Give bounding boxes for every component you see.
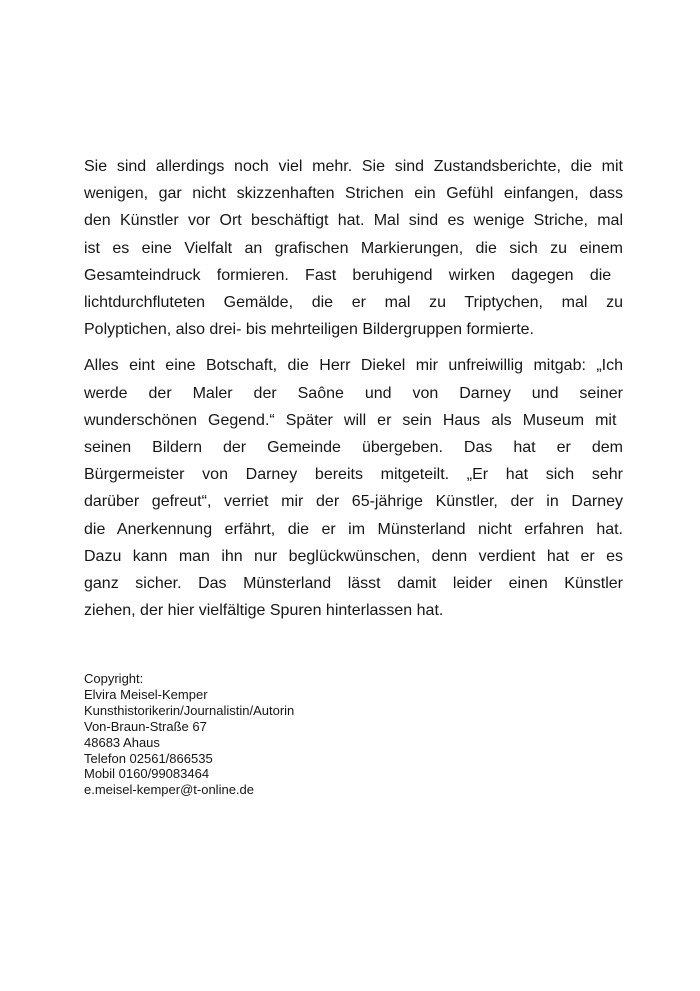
text-line-content: Gesamteindruck formieren. Fast beruhigend wirken dagegen die <box>84 266 612 284</box>
text-line <box>84 434 623 461</box>
text-line-content: die Anerkennung erfährt, die er im Münsterland nicht erfahren hat. <box>84 520 623 538</box>
text-line <box>84 380 623 407</box>
street-address: Von-Braun-Straße 67 <box>84 718 207 734</box>
text-line <box>84 461 623 488</box>
text-line-content: ziehen, der hier vielfältige Spuren hinterlassen hat. <box>84 602 444 620</box>
text-line-content: Dazu kann man ihn nur beglückwünschen, denn verdient hat er es <box>84 547 623 565</box>
author-title: Kunsthistorikerin/Journalistin/Autorin <box>84 702 295 718</box>
copyright-block <box>84 671 294 798</box>
text-line <box>84 570 623 597</box>
copyright-label: Copyright: <box>84 671 144 686</box>
text-line <box>84 289 623 316</box>
text-line-content: Sie sind allerdings noch viel mehr. Sie sind Zustandsberichte, die mit <box>84 158 623 175</box>
text-line-content: wenigen, gar nicht skizzenhaften Strichen ein Gefühl einfangen, dass <box>84 185 623 203</box>
paragraph-2 <box>84 352 623 624</box>
text-line-content: Alles eint eine Botschaft, die Herr Diekel mir unfreiwillig mitgab: „Ich <box>84 357 623 375</box>
text-line-content: wunderschönen Gegend.“ Später will er sein Haus als Museum mit <box>84 411 617 429</box>
article-body <box>84 153 623 624</box>
paragraph-1 <box>84 153 623 343</box>
text-line <box>84 516 623 543</box>
author-name: Elvira Meisel-Kemper <box>84 686 208 702</box>
text-line <box>84 207 623 234</box>
text-line-content: darüber gefreut“, verriet mir der 65-jährige Künstler, der in Darney <box>84 493 623 511</box>
text-line-content: ist es eine Vielfalt an grafischen Markierungen, die sich zu einem <box>84 239 623 257</box>
text-line <box>84 597 623 624</box>
text-line-content: seinen Bildern der Gemeinde übergeben. Das hat er dem <box>84 439 623 457</box>
text-line-content: lichtdurchfluteten Gemälde, die er mal zu Triptychen, mal zu <box>84 294 623 312</box>
email-address: e.meisel-kemper@t-online.de <box>84 782 254 798</box>
text-line-content: Bürgermeister von Darney bereits mitgeteilt. „Er hat sich sehr <box>84 466 623 484</box>
text-line <box>84 316 623 343</box>
text-line-content: den Künstler vor Ort beschäftigt hat. Mal sind es wenige Striche, mal <box>84 212 623 230</box>
telephone-number: Telefon 02561/866535 <box>84 750 213 766</box>
text-line <box>84 543 623 570</box>
text-line-content: ganz sicher. Das Münsterland lässt damit leider einen Künstler <box>84 575 623 593</box>
text-line <box>84 180 623 207</box>
city-address: 48683 Ahaus <box>84 734 160 750</box>
text-line <box>84 262 623 289</box>
text-line <box>84 407 623 434</box>
text-line <box>84 488 623 515</box>
text-line <box>84 352 623 379</box>
mobile-number: Mobil 0160/99083464 <box>84 766 210 782</box>
text-line <box>84 153 623 180</box>
text-line <box>84 235 623 262</box>
text-line-content: Polyptichen, also drei- bis mehrteiligen Bildergruppen formierte. <box>84 321 534 339</box>
text-line-content: werde der Maler der Saône und von Darney und seiner <box>84 384 623 402</box>
